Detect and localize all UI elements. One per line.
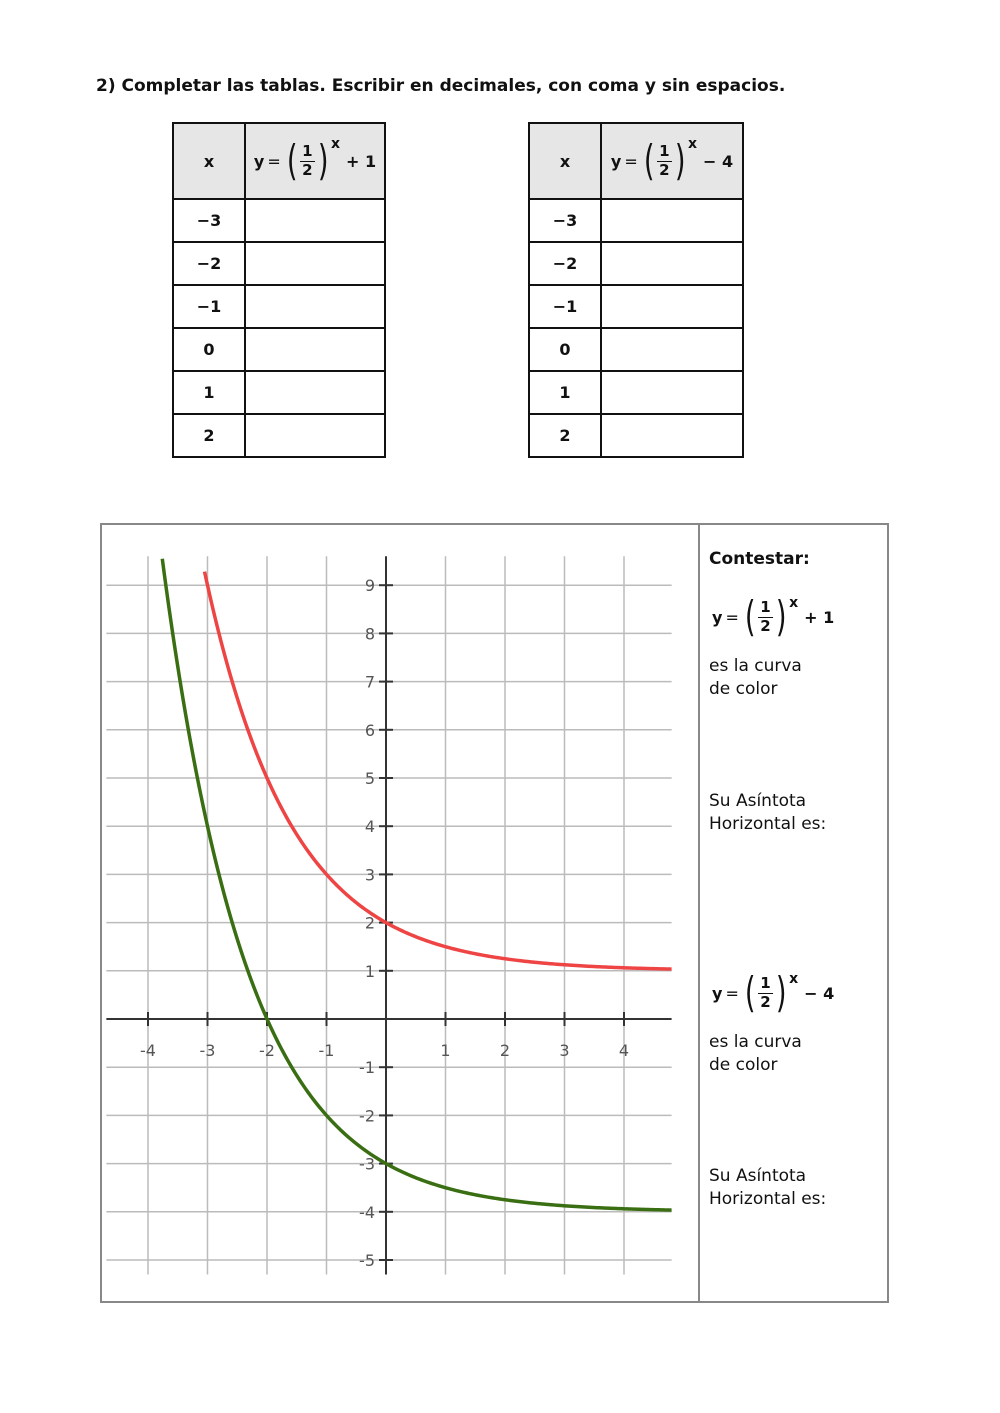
y-tick-label: 6	[364, 720, 375, 740]
x-tick-label: 4	[618, 1041, 630, 1060]
curve-1-text: es la curva de color	[709, 656, 802, 699]
table1-x-cell: 0	[173, 328, 245, 371]
y-tick-label: 1	[364, 961, 375, 981]
side-heading: Contestar:	[709, 549, 810, 569]
y-tick-label: -1	[359, 1058, 375, 1078]
y-tick-label: -5	[359, 1251, 375, 1270]
y-tick-label: 3	[364, 865, 375, 885]
y-tick-label: 8	[364, 624, 375, 644]
table2-x-cell: −3	[529, 199, 601, 242]
curve-2-text: es la curva de color	[709, 1032, 802, 1075]
table2-x-cell: 0	[529, 328, 601, 371]
table1-x-cell: −1	[173, 285, 245, 328]
x-tick-label: 1	[440, 1041, 451, 1060]
y-tick-label: 2	[364, 913, 375, 933]
table1-x-header: x	[173, 123, 245, 199]
x-tick-label: -3	[199, 1041, 216, 1060]
x-tick-label: -4	[140, 1041, 156, 1060]
y-tick-label: 5	[364, 769, 375, 788]
curve-series-1	[205, 572, 672, 969]
asymptote-1-text: Su Asíntota Horizontal es:	[709, 791, 827, 834]
table1-x-cell: −2	[173, 242, 245, 285]
y-tick-label: -4	[359, 1202, 375, 1222]
y-tick-label: -2	[359, 1106, 375, 1126]
side-equation-1: y = ( 1 2 ) x + 1	[712, 592, 835, 641]
table2-x-cell: −2	[529, 242, 601, 285]
instruction-text: 2) Completar las tablas. Escribir en decimales, con coma y sin espacios.	[96, 76, 786, 96]
table1-x-cell: 2	[173, 414, 245, 457]
y-tick-label: 9	[364, 576, 375, 596]
asymptote-2-text: Su Asíntota Horizontal es:	[709, 1166, 827, 1209]
curve-series-2	[162, 559, 671, 1210]
x-tick-label: 3	[559, 1041, 570, 1060]
y-tick-label: 7	[364, 672, 375, 692]
y-tick-label: 4	[364, 817, 375, 837]
x-tick-label: 2	[499, 1041, 511, 1060]
y-tick-label: -3	[359, 1154, 375, 1174]
table1-x-cell: 1	[173, 371, 245, 414]
table2-x-cell: 1	[529, 371, 601, 414]
x-tick-label: -2	[259, 1041, 275, 1060]
equation-1-header: y = ( 1 2 ) x + 1	[253, 136, 377, 185]
equation-2-header: y = ( 1 2 ) x − 4	[610, 136, 734, 185]
table2-x-cell: 2	[529, 414, 601, 457]
side-equation-2: y = ( 1 2 ) x − 4	[712, 968, 835, 1017]
table2-x-cell: −1	[529, 285, 601, 328]
table1-x-cell: −3	[173, 199, 245, 242]
x-tick-label: -1	[318, 1041, 335, 1060]
table2-x-header: x	[529, 123, 601, 199]
